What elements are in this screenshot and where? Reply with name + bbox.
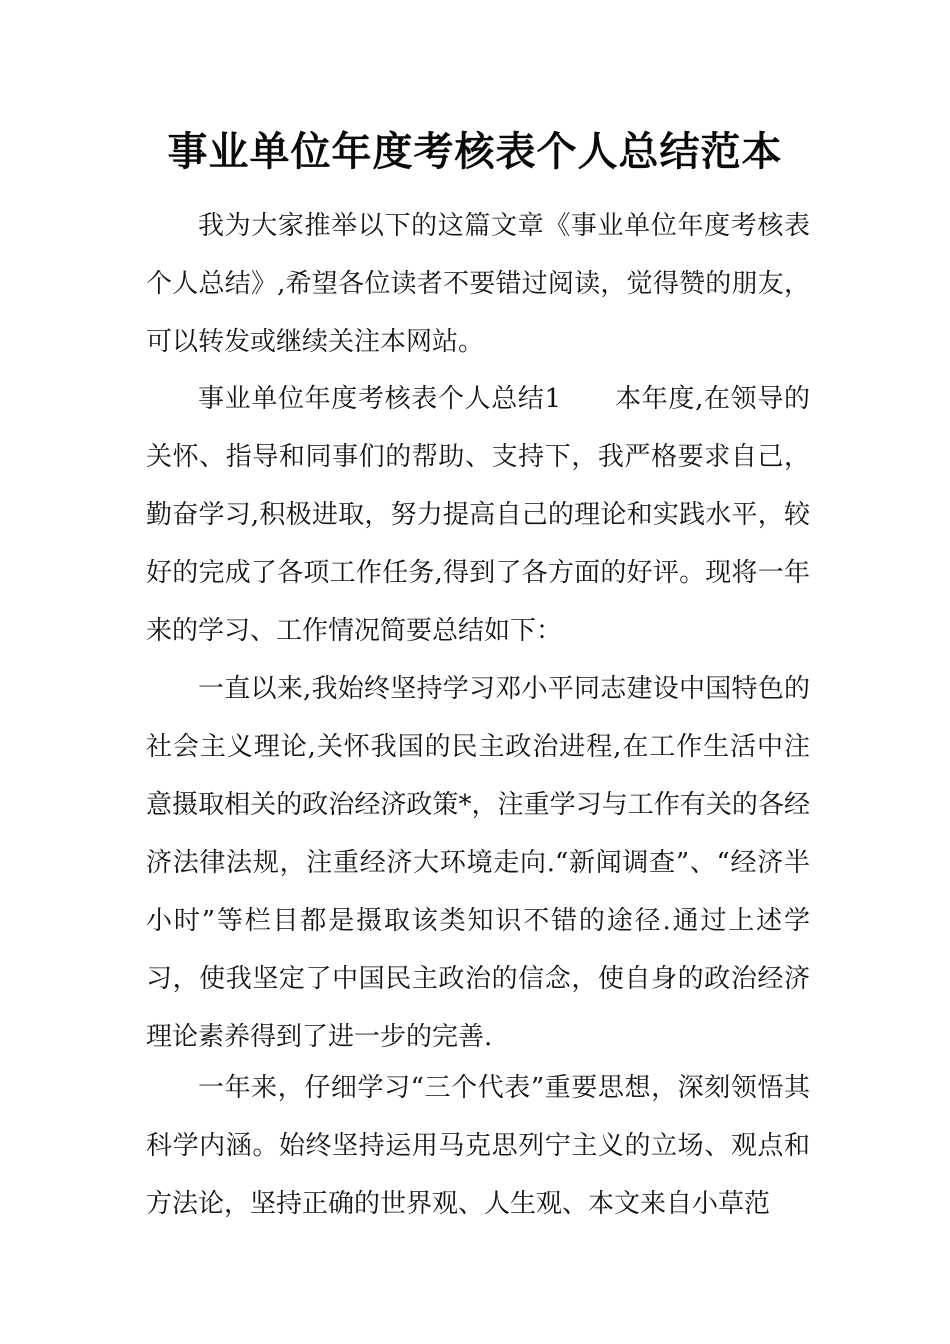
document-title: 事业单位年度考核表个人总结范本 — [167, 128, 783, 175]
paragraph-text: 我为大家推举以下的这篇文章《事业单位年度考核表个人总结》,希望各位读者不要错过阅读，觉得赞的朋友，可以转发或继续关注本网站。 — [146, 211, 810, 357]
paragraph-three-represents — [146, 1059, 810, 1233]
paragraph-text: 一直以来,我始终坚持学习邓小平同志建设中国特色的社会主义理论,关怀我国的民主政治进程,在工作生活中注意摄取相关的政治经济政策*，注重学习与工作有关的各经济法律法规，注重经济大环境走向.“新闻调查”、“经济半小时”等栏目都是摄取该类知识不错的途径.通过上述学习，使我坚定了中国民主政治的信念，使自身的政治经济理论素养得到了进一步的完善. — [146, 674, 810, 1052]
paragraph-summary-1 — [146, 370, 810, 660]
paragraph-study — [146, 660, 810, 1066]
paragraph-text: 一年来，仔细学习“三个代表”重要思想，深刻领悟其科学内涵。始终坚持运用马克思列宁主义的立场、观点和方法论，坚持正确的世界观、人生观、本文来自小草范 — [146, 1073, 810, 1219]
paragraph-intro — [146, 197, 810, 371]
paragraph-text: 事业单位年度考核表个人总结1 本年度,在领导的关怀、指导和同事们的帮助、支持下，我严格要求自己，勤奋学习,积极进取，努力提高自己的理论和实践水平，较好的完成了各项工作任务,得到了各方面的好评。现将一年来的学习、工作情况简要总结如下： — [146, 384, 810, 646]
